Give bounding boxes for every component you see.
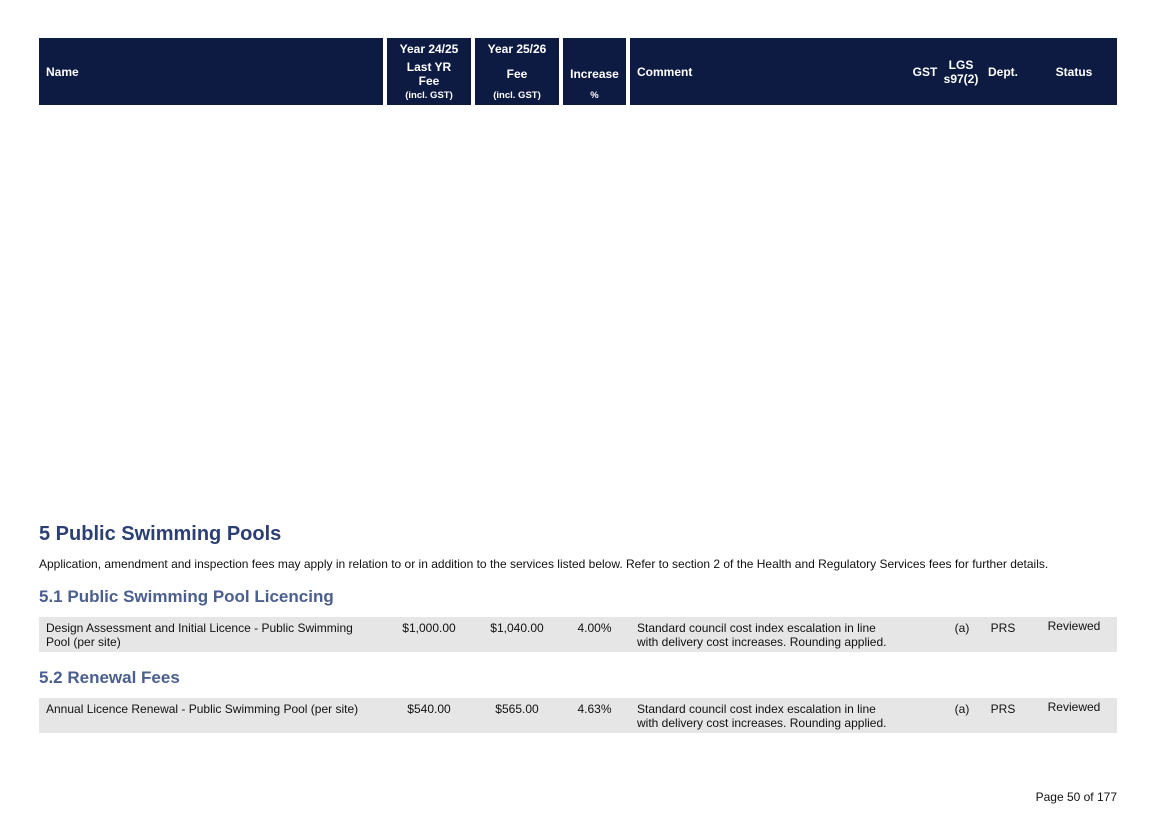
row-increase: 4.00% (577, 621, 612, 635)
row-comment-line-1: Standard council cost index escalation in line (637, 702, 876, 716)
row-comment-line-2: with delivery cost increases. Rounding applied. (637, 716, 887, 730)
row-dept: PRS (990, 621, 1016, 635)
row-last-fee: $1,000.00 (402, 621, 456, 635)
header-last-fee-label-2: Fee (418, 74, 440, 88)
row-name (46, 621, 353, 649)
row-last-fee: $540.00 (407, 702, 451, 716)
row-name (46, 702, 358, 716)
header-fee-gst-label: (incl. GST) (493, 90, 541, 101)
header-increase (563, 38, 626, 105)
row-increase: 4.63% (577, 702, 612, 716)
row-name-line-2: Pool (per site) (46, 635, 121, 649)
table-row (39, 617, 1117, 652)
header-last-fee-label-1: Last YR (406, 60, 452, 74)
header-this-year-label: Year 25/26 (487, 42, 547, 56)
header-comment-group (630, 38, 1117, 105)
header-name (39, 38, 383, 105)
header-last-year-label: Year 24/25 (399, 42, 459, 56)
header-increase-unit: % (590, 90, 599, 101)
row-gst: (a) (954, 621, 970, 635)
header-this-year (475, 38, 559, 105)
header-status-label: Status (1055, 65, 1093, 79)
row-name-line-1: Design Assessment and Initial Licence - Public Swimming (46, 621, 353, 635)
table-row (39, 698, 1117, 733)
header-last-gst-label: (incl. GST) (405, 90, 453, 101)
row-gst: (a) (954, 702, 970, 716)
row-comment-line-2: with delivery cost increases. Rounding applied. (637, 635, 887, 649)
header-gst-label: GST (912, 65, 938, 79)
header-name-label: Name (46, 65, 79, 79)
row-dept: PRS (990, 702, 1016, 716)
header-lgs-label-2: s97(2) (943, 72, 979, 86)
header-lgs-label-1: LGS (948, 58, 974, 72)
row-fee: $565.00 (495, 702, 539, 716)
header-comment-label: Comment (637, 65, 693, 79)
header-increase-label: Increase (570, 67, 619, 81)
page-number: Page 50 of 177 (1035, 790, 1117, 804)
row-comment (637, 702, 886, 730)
row-fee: $1,040.00 (490, 621, 544, 635)
row-status: Reviewed (1047, 700, 1101, 714)
section-title: 5 Public Swimming Pools (39, 523, 282, 545)
row-comment (637, 621, 886, 649)
row-name-line-1: Annual Licence Renewal - Public Swimming Pool (per site) (46, 702, 359, 716)
row-status: Reviewed (1047, 619, 1101, 633)
header-dept-label: Dept. (988, 65, 1018, 79)
row-comment-line-1: Standard council cost index escalation in line (637, 621, 876, 635)
header-last-year (387, 38, 471, 105)
header-fee-label: Fee (506, 67, 528, 81)
section-intro: Application, amendment and inspection fees may apply in relation to or in addition to the services listed below. Refer to section 2 of the Health and Regulatory Services fees for further details. (39, 557, 1049, 571)
subsection-title-renewal: 5.2 Renewal Fees (39, 668, 180, 687)
table-header (39, 38, 1117, 105)
subsection-title-licencing: 5.1 Public Swimming Pool Licencing (39, 587, 334, 606)
